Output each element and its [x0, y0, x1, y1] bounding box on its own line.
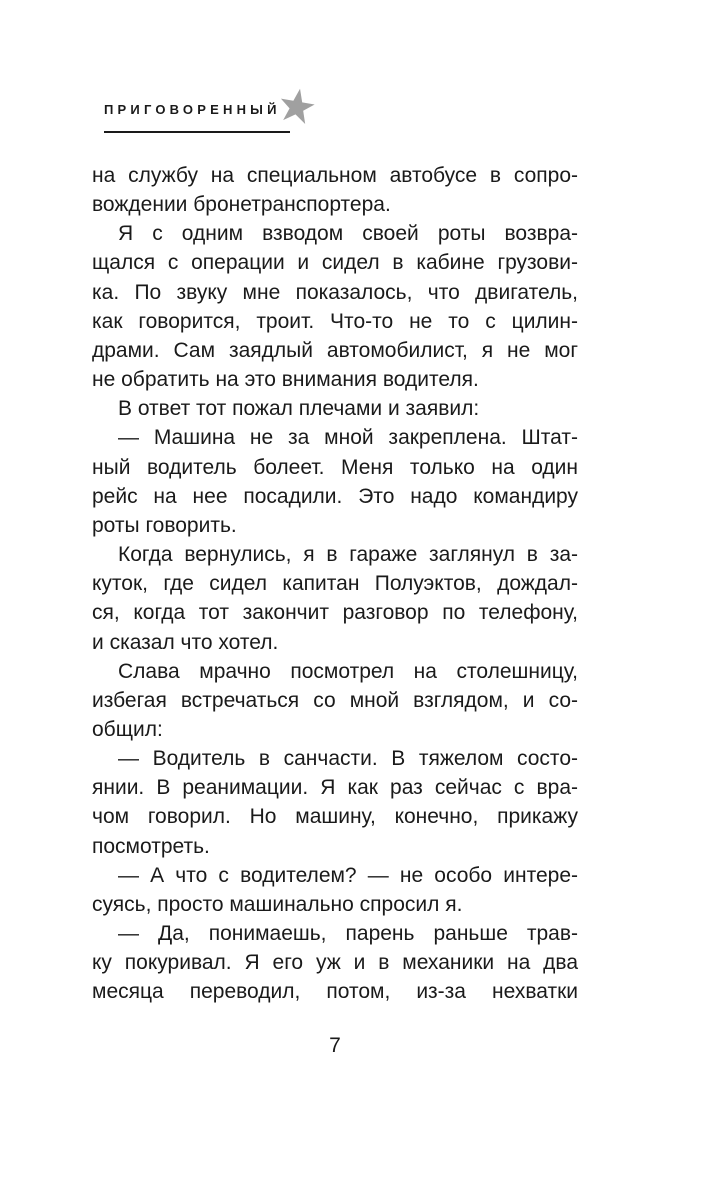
text-line: месяца переводил, потом, из-за нехватки [92, 980, 578, 1004]
star-icon [275, 84, 319, 128]
running-head [104, 96, 364, 140]
text-line: янии. В реанимации. Я как раз сейчас с вра- [92, 776, 578, 800]
text-column [92, 161, 578, 1007]
text-line: чом говорил. Но машину, конечно, прикажу [92, 805, 578, 829]
text-line: не обратить на это внимания водителя. [92, 368, 479, 392]
text-line: — А что с водителем? — не особо интере- [118, 863, 578, 887]
text-line: рейс на нее посадили. Это надо командиру [92, 484, 578, 508]
text-line: общил: [92, 717, 163, 741]
text-line: щался с операции и сидел в кабине грузови- [92, 251, 578, 275]
header-rule [104, 131, 290, 133]
star-shape [277, 86, 317, 125]
text-line: драми. Сам заядлый автомобилист, я не мог [92, 338, 578, 362]
text-line: Я с одним взводом своей роты возвра- [118, 222, 578, 246]
text-line: ный водитель болеет. Меня только на один [92, 455, 578, 479]
text-line: на службу на специальном автобусе в сопро- [92, 164, 578, 187]
text-line: роты говорить. [92, 513, 237, 537]
text-line: куток, где сидел капитан Полуэктов, дождал- [92, 572, 578, 596]
page-number: 7 [329, 1034, 341, 1057]
text-line: вождении бронетранспортера. [92, 193, 391, 217]
text-line: — Да, понимаешь, парень раньше трав- [118, 922, 578, 946]
text-line: Когда вернулись, я в гараже заглянул в за- [118, 543, 578, 567]
text-line: В ответ тот пожал плечами и заявил: [118, 397, 480, 421]
text-line: как говорится, троит. Что-то не то с цилин- [92, 309, 578, 333]
text-line: Слава мрачно посмотрел на столешницу, [118, 659, 578, 683]
text-line: суясь, просто машинально спросил я. [92, 892, 463, 916]
text-line: — Машина не за мной закреплена. Штат- [118, 426, 578, 450]
text-line: избегая встречаться со мной взглядом, и со- [92, 688, 578, 712]
text-line: — Водитель в санчасти. В тяжелом состо- [118, 747, 578, 771]
text-line: ку покуривал. Я его уж и в механики на два [92, 951, 578, 975]
text-line: ка. По звуку мне показалось, что двигатель, [92, 280, 578, 304]
text-line: посмотреть. [92, 834, 210, 858]
text-line: и сказал что хотел. [92, 630, 279, 654]
text-line: ся, когда тот закончит разговор по телефону, [92, 601, 578, 625]
book-title: ПРИГОВОРЕННЫЙ [104, 102, 281, 117]
